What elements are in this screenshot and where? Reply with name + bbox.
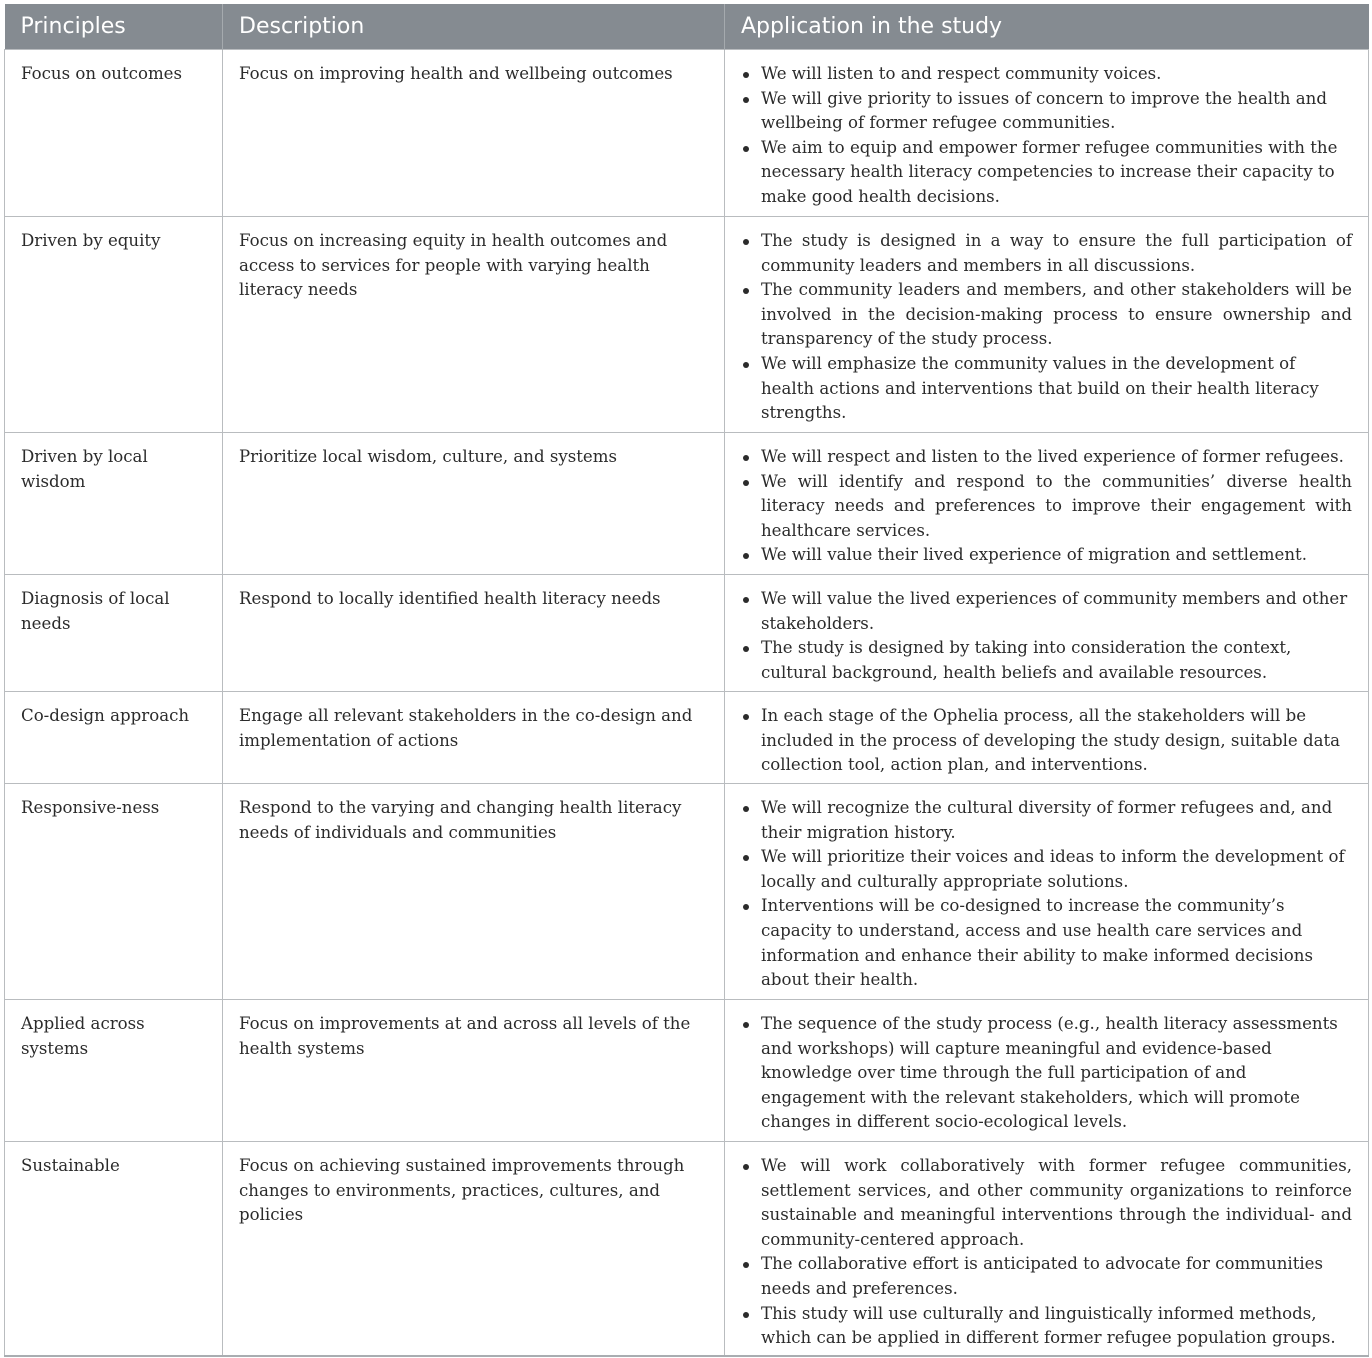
bullet-icon (743, 1312, 749, 1318)
principle-cell: Driven by local wisdom (5, 433, 223, 575)
list-item: We will identify and respond to the communities’ diverse health literacy needs and preferences to improve their engagement with healthcare services. (741, 470, 1352, 544)
application-list (741, 587, 1352, 685)
list-item: The study is designed by taking into consideration the context, cultural background, health beliefs and available resources. (741, 636, 1352, 685)
application-list (741, 1154, 1352, 1351)
list-item: We will emphasize the community values in the development of health actions and interventions that build on their health literacy strengths. (741, 352, 1352, 426)
table-row (5, 217, 1369, 433)
bullet-icon (743, 806, 749, 812)
table-row (5, 50, 1369, 217)
principle-cell: Co-design approach (5, 692, 223, 784)
table-row (5, 1000, 1369, 1142)
bullet-icon (743, 1022, 749, 1028)
list-item: The community leaders and members, and other stakeholders will be involved in the decision-making process to ensure ownership and transparency of the study process. (741, 278, 1352, 352)
table-row (5, 1142, 1369, 1356)
bullet-icon (743, 904, 749, 910)
header-application: Application in the study (725, 4, 1369, 50)
list-item: We will value their lived experience of migration and settlement. (741, 543, 1352, 568)
table-row (5, 575, 1369, 692)
bullet-icon (743, 146, 749, 152)
description-cell: Focus on achieving sustained improvements through changes to environments, practices, cultures, and policies (223, 1142, 725, 1356)
list-item: The study is designed in a way to ensure the full participation of community leaders and members in all discussions. (741, 229, 1352, 278)
list-item: We will recognize the cultural diversity of former refugees and, and their migration history. (741, 796, 1352, 845)
bullet-icon (743, 1164, 749, 1170)
principle-cell: Sustainable (5, 1142, 223, 1356)
list-item: The collaborative effort is anticipated to advocate for communities needs and preferences. (741, 1252, 1352, 1301)
bullet-icon (743, 455, 749, 461)
description-cell: Prioritize local wisdom, culture, and systems (223, 433, 725, 575)
application-cell (725, 433, 1369, 575)
application-cell (725, 1142, 1369, 1356)
bullet-icon (743, 646, 749, 652)
application-list (741, 796, 1352, 993)
bullet-icon (743, 855, 749, 861)
list-item: We will prioritize their voices and ideas to inform the development of locally and culturally appropriate solutions. (741, 845, 1352, 894)
bullet-icon (743, 480, 749, 486)
list-item: We will respect and listen to the lived experience of former refugees. (741, 445, 1352, 470)
list-item: We will work collaboratively with former refugee communities, settlement services, and other community organizations to reinforce sustainable and meaningful interventions through the individual- and community-centered approach. (741, 1154, 1352, 1252)
application-cell (725, 217, 1369, 433)
principle-cell: Driven by equity (5, 217, 223, 433)
table-row (5, 692, 1369, 784)
bullet-icon (743, 553, 749, 559)
list-item: We will give priority to issues of concern to improve the health and wellbeing of former refugee communities. (741, 87, 1352, 136)
list-item: We aim to equip and empower former refugee communities with the necessary health literacy competencies to increase their capacity to make good health decisions. (741, 136, 1352, 210)
application-cell (725, 50, 1369, 217)
application-list (741, 229, 1352, 426)
application-cell (725, 784, 1369, 1000)
description-cell: Engage all relevant stakeholders in the co-design and implementation of actions (223, 692, 725, 784)
table-row (5, 433, 1369, 575)
bullet-icon (743, 239, 749, 245)
principle-cell: Applied across systems (5, 1000, 223, 1142)
principle-cell: Diagnosis of local needs (5, 575, 223, 692)
bullet-icon (743, 362, 749, 368)
list-item: The sequence of the study process (e.g., health literacy assessments and workshops) will capture meaningful and evidence-based knowledge over time through the full participation of and engagement with the relevant stakeholders, which will promote changes in different socio-ecological levels. (741, 1012, 1352, 1135)
principle-cell: Responsive-ness (5, 784, 223, 1000)
application-list (741, 62, 1352, 210)
table-row (5, 784, 1369, 1000)
application-list (741, 445, 1352, 568)
bullet-icon (743, 1262, 749, 1268)
list-item: We will listen to and respect community voices. (741, 62, 1352, 87)
description-cell: Respond to the varying and changing health literacy needs of individuals and communities (223, 784, 725, 1000)
bullet-icon (743, 97, 749, 103)
application-cell (725, 575, 1369, 692)
header-principles: Principles (5, 4, 223, 50)
bullet-icon (743, 597, 749, 603)
description-cell: Focus on increasing equity in health outcomes and access to services for people with varying health literacy needs (223, 217, 725, 433)
table-header-row (5, 4, 1369, 50)
list-item: This study will use culturally and linguistically informed methods, which can be applied in different former refugee population groups. (741, 1302, 1352, 1351)
principle-cell: Focus on outcomes (5, 50, 223, 217)
description-cell: Focus on improving health and wellbeing outcomes (223, 50, 725, 217)
application-cell (725, 692, 1369, 784)
description-cell: Focus on improvements at and across all levels of the health systems (223, 1000, 725, 1142)
principles-table (4, 4, 1369, 1357)
list-item: In each stage of the Ophelia process, all the stakeholders will be included in the process of developing the study design, suitable data collection tool, action plan, and interventions. (741, 704, 1352, 778)
application-list (741, 704, 1352, 778)
application-cell (725, 1000, 1369, 1142)
list-item: Interventions will be co-designed to increase the community’s capacity to understand, access and use health care services and information and enhance their ability to make informed decisions about their health. (741, 894, 1352, 992)
application-list (741, 1012, 1352, 1135)
bullet-icon (743, 714, 749, 720)
bullet-icon (743, 288, 749, 294)
list-item: We will value the lived experiences of community members and other stakeholders. (741, 587, 1352, 636)
bullet-icon (743, 72, 749, 78)
description-cell: Respond to locally identified health literacy needs (223, 575, 725, 692)
header-description: Description (223, 4, 725, 50)
